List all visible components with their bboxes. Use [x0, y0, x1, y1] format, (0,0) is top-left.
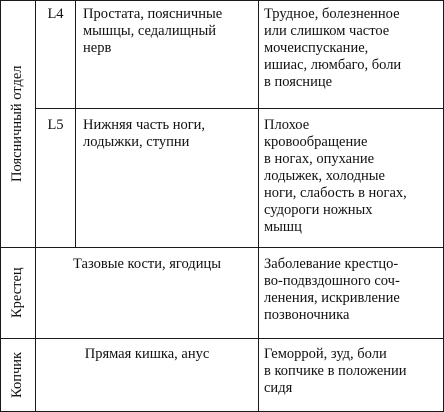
symptom-line: позвоночника: [264, 307, 350, 323]
area-line: нерв: [83, 40, 112, 56]
vertebra-column-border: [75, 0, 76, 247]
symptom-line: лодыжек, холодные: [264, 168, 385, 184]
section-label-lumbar: [0, 0, 35, 247]
symptom-line: Геморрой, зуд, боли: [264, 346, 387, 362]
vertebra-l4: [36, 6, 75, 23]
symptom-cell-l4: [264, 6, 440, 91]
section-label-sacrum: [0, 248, 35, 338]
area-line: Тазовые кости, ягодицы: [73, 256, 221, 272]
symptom-line: мочеиспускание,: [264, 40, 369, 56]
symptom-cell-sacrum: [264, 256, 440, 324]
area-cell-l5: [83, 117, 255, 151]
area-cell-l4: [83, 6, 255, 57]
symptom-line: ноги, слабость в ногах,: [264, 185, 407, 201]
vertebra-l5: [36, 117, 75, 134]
vertebra-label: L5: [47, 117, 64, 133]
symptom-line: кровообращение: [264, 134, 368, 150]
symptom-line: мышц: [264, 219, 302, 235]
symptom-line: Трудное, болезненное: [264, 6, 400, 22]
symptom-line: ленения, искривление: [264, 290, 400, 306]
symptom-line: ишиас, люмбаго, боли: [264, 57, 402, 73]
section-label-coccyx: [0, 339, 35, 411]
section-label-lumbar-text: Поясничный отдел: [9, 65, 25, 182]
symptom-line: судороги ножных: [264, 202, 373, 218]
area-cell-coccyx: [36, 346, 258, 363]
area-line: лодыжки, ступни: [83, 134, 190, 150]
symptom-line: в ногах, опухание: [264, 151, 375, 167]
section-divider-sacrum: [0, 247, 444, 248]
area-line: Простата, поясничные: [83, 6, 223, 22]
symptom-line: Заболевание крестцо-: [264, 256, 399, 272]
row-divider-l4-l5: [36, 108, 444, 109]
symptom-line: в копчике в положении: [264, 363, 407, 379]
table-top-border: [0, 0, 444, 1]
vertebra-label: L4: [47, 6, 64, 22]
area-line: мышцы, седалищный: [83, 23, 217, 39]
symptom-cell-l5: [264, 117, 440, 236]
area-line: Прямая кишка, анус: [84, 346, 210, 362]
symptom-line: во-подвздошного соч-: [264, 273, 400, 289]
section-divider-coccyx: [0, 338, 444, 339]
symptom-line: сидя: [264, 380, 293, 396]
area-line: Нижняя часть ноги,: [83, 117, 206, 133]
section-label-sacrum-text: Крестец: [9, 267, 25, 319]
symptom-cell-coccyx: [264, 346, 440, 397]
symptom-line: в пояснице: [264, 74, 333, 90]
area-cell-sacrum: [36, 256, 258, 273]
symptom-line: Плохое: [264, 117, 310, 133]
section-label-coccyx-text: Копчик: [9, 351, 25, 399]
area-column-border: [258, 0, 259, 412]
symptom-line: или слишком частое: [264, 23, 390, 39]
